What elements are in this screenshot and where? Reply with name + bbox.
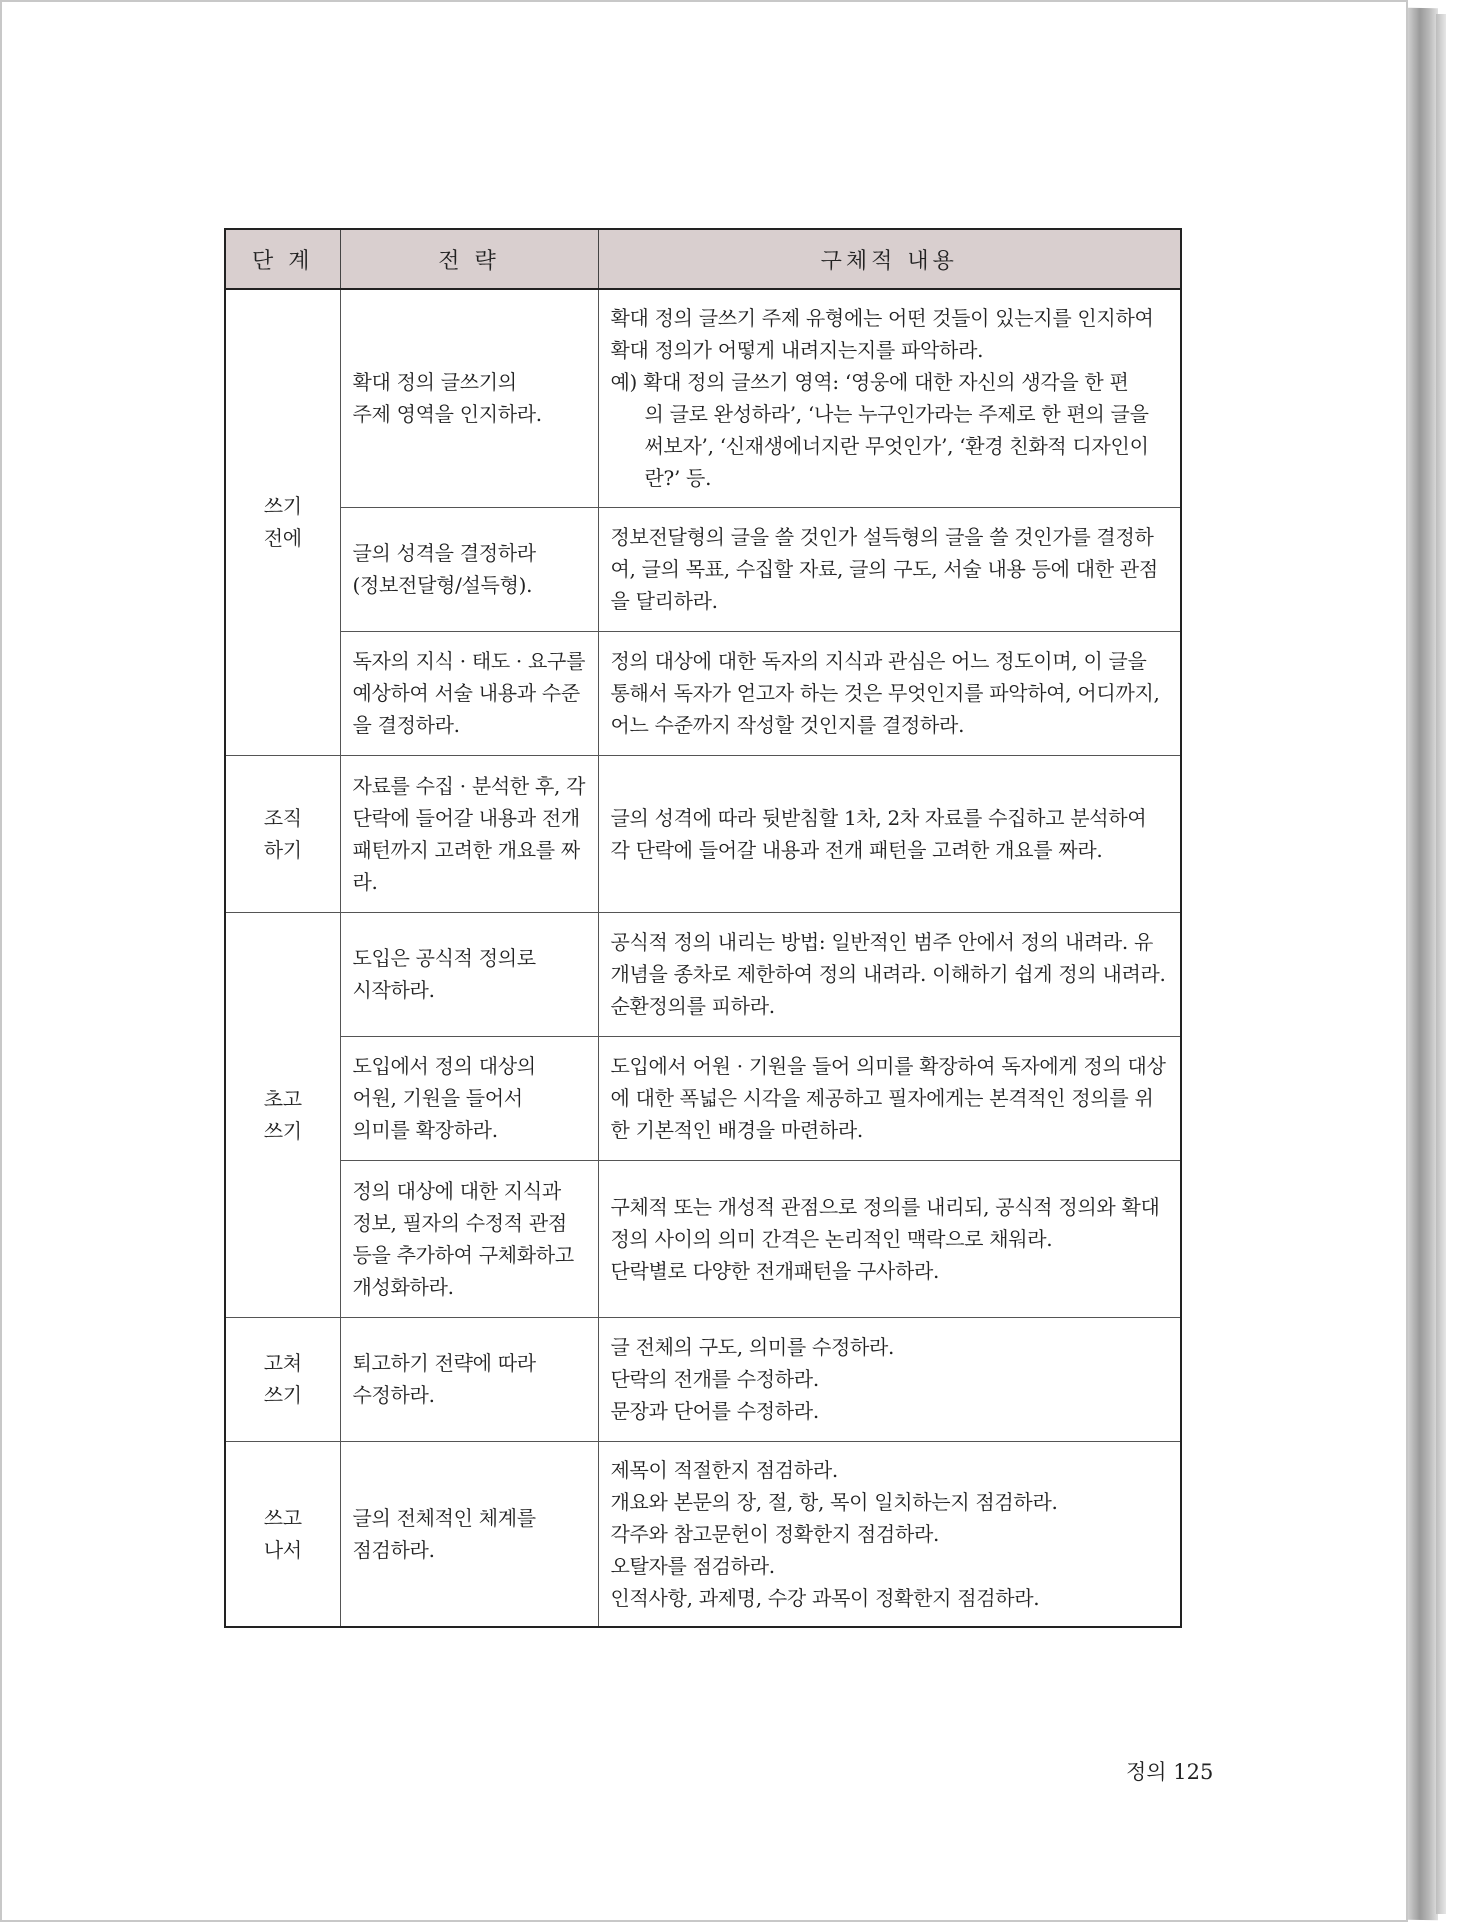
detail-cell <box>598 289 1181 507</box>
stage-cell: 쓰기 전에 <box>225 289 340 755</box>
header-stage: 단 계 <box>225 229 340 289</box>
detail-cell: 글 전체의 구도, 의미를 수정하라. 단락의 전개를 수정하라. 문장과 단어를 수정하라. <box>598 1317 1181 1441</box>
table-row <box>225 507 1181 631</box>
strategy-cell: 글의 성격을 결정하라 (정보전달형/설득형). <box>340 507 598 631</box>
strategy-cell: 확대 정의 글쓰기의 주제 영역을 인지하라. <box>340 289 598 507</box>
table-row <box>225 1036 1181 1160</box>
table-row <box>225 1160 1181 1317</box>
header-strategy: 전 략 <box>340 229 598 289</box>
footer-section: 정의 <box>1126 1760 1167 1784</box>
detail-cell: 도입에서 어원 · 기원을 들어 의미를 확장하여 독자에게 정의 대상에 대한 폭넓은 시각을 제공하고 필자에게는 본격적인 정의를 위한 기본적인 배경을 마련하라. <box>598 1036 1181 1160</box>
strategy-cell: 독자의 지식 · 태도 · 요구를 예상하여 서술 내용과 수준을 결정하라. <box>340 631 598 755</box>
table-row <box>225 1317 1181 1441</box>
stage-cell: 고쳐 쓰기 <box>225 1317 340 1441</box>
header-row <box>225 229 1181 289</box>
stage-cell: 조직 하기 <box>225 755 340 912</box>
detail-cell: 글의 성격에 따라 뒷받침할 1차, 2차 자료를 수집하고 분석하여 각 단락에 들어갈 내용과 전개 패턴을 고려한 개요를 짜라. <box>598 755 1181 912</box>
detail-cell: 정보전달형의 글을 쓸 것인가 설득형의 글을 쓸 것인가를 결정하여, 글의 목표, 수집할 자료, 글의 구도, 서술 내용 등에 대한 관점을 달리하라. <box>598 507 1181 631</box>
table-row <box>225 755 1181 912</box>
header-detail: 구체적 내용 <box>598 229 1181 289</box>
table-row <box>225 1441 1181 1627</box>
strategy-cell: 도입은 공식적 정의로 시작하라. <box>340 912 598 1036</box>
strategy-cell: 정의 대상에 대한 지식과 정보, 필자의 수정적 관점 등을 추가하여 구체화하고 개성화하라. <box>340 1160 598 1317</box>
page-footer <box>1126 1756 1213 1786</box>
detail-cell: 정의 대상에 대한 독자의 지식과 관심은 어느 정도이며, 이 글을 통해서 독자가 얻고자 하는 것은 무엇인지를 파악하여, 어디까지, 어느 수준까지 작성할 것인지를 결정하라. <box>598 631 1181 755</box>
strategy-cell: 도입에서 정의 대상의 어원, 기원을 들어서 의미를 확장하라. <box>340 1036 598 1160</box>
table-row <box>225 631 1181 755</box>
stage-cell: 쓰고 나서 <box>225 1441 340 1627</box>
table-row <box>225 289 1181 507</box>
detail-text: 확대 정의 글쓰기 주제 유형에는 어떤 것들이 있는지를 인지하여 확대 정의가 어떻게 내려지는지를 파악하라. <box>610 306 1154 363</box>
detail-cell: 공식적 정의 내리는 방법: 일반적인 범주 안에서 정의 내려라. 유개념을 종차로 제한하여 정의 내려라. 이해하기 쉽게 정의 내려라. 순환정의를 피하라. <box>598 912 1181 1036</box>
detail-cell: 제목이 적절한지 점검하라. 개요와 본문의 장, 절, 항, 목이 일치하는지 점검하라. 각주와 참고문헌이 정확한지 점검하라. 오탈자를 점검하라. 인적사항, 과제명, 수강 과목이 정확한지 점검하라. <box>598 1441 1181 1627</box>
detail-cell: 구체적 또는 개성적 관점으로 정의를 내리되, 공식적 정의와 확대 정의 사이의 의미 간격은 논리적인 맥락으로 채워라. 단락별로 다양한 전개패턴을 구사하라. <box>598 1160 1181 1317</box>
table-row <box>225 912 1181 1036</box>
example-rest: 의 글로 완성하라’, ‘나는 누구인가라는 주제로 한 편의 글을 써보자’, ‘신재생에너지란 무엇인가’, ‘환경 친화적 디자인이란?’ 등. <box>644 402 1149 491</box>
strategy-cell: 퇴고하기 전략에 따라 수정하라. <box>340 1317 598 1441</box>
example-lead: 예) 확대 정의 글쓰기 영역: ‘영웅에 대한 자신의 생각을 한 편 <box>610 370 1129 395</box>
stage-cell: 초고 쓰기 <box>225 912 340 1317</box>
page-edge <box>1408 8 1438 1921</box>
strategy-cell: 자료를 수집 · 분석한 후, 각 단락에 들어갈 내용과 전개 패턴까지 고려한 개요를 짜라. <box>340 755 598 912</box>
page-edge-inner <box>1436 14 1446 1914</box>
strategy-cell: 글의 전체적인 체계를 점검하라. <box>340 1441 598 1627</box>
page-number: 125 <box>1173 1760 1214 1784</box>
writing-strategy-table <box>224 228 1182 1628</box>
